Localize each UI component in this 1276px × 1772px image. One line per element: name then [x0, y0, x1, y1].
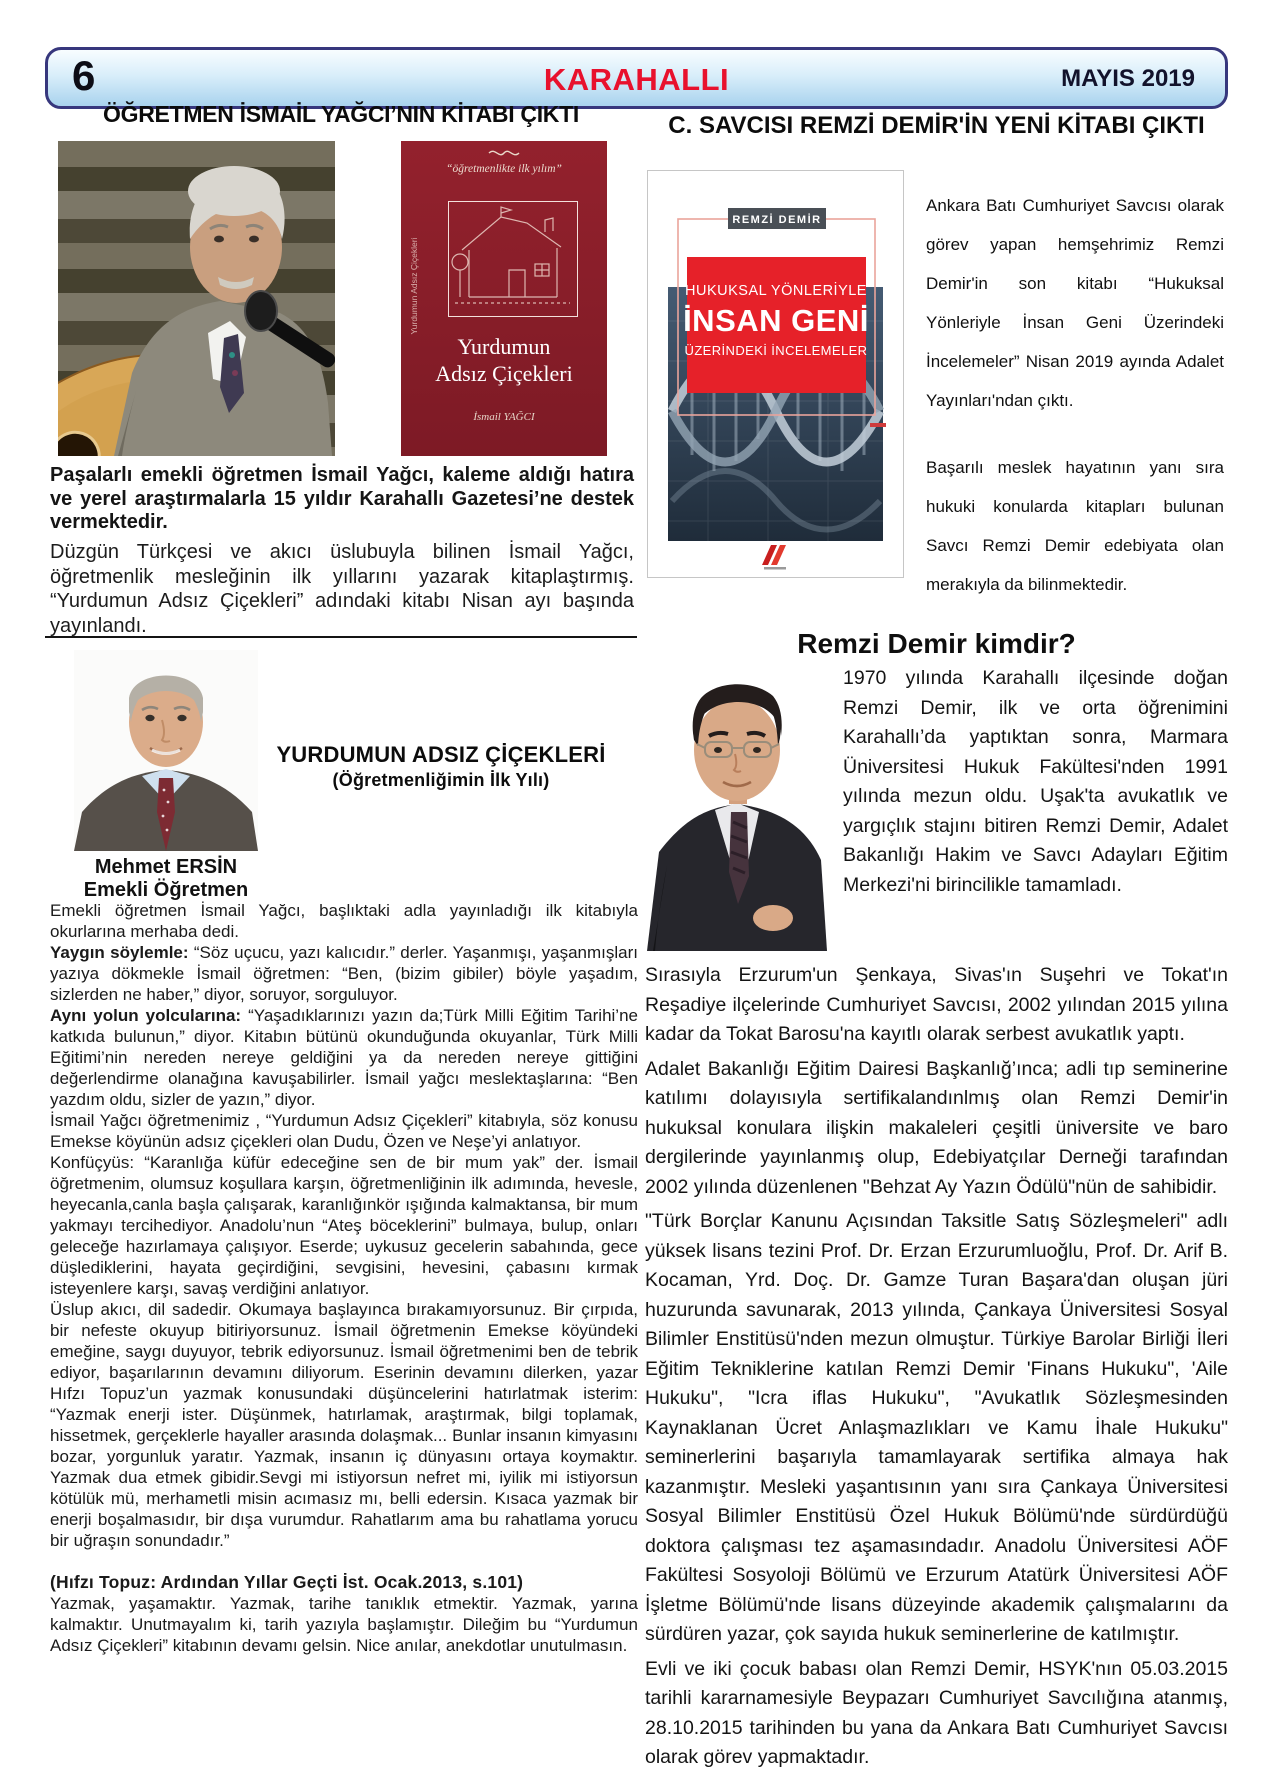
book-cover-insan-geni-illustration	[648, 171, 903, 577]
photo-mehmet-ersin-illustration	[74, 650, 258, 851]
right-paragraph: Adalet Bakanlığı Eğitim Dairesi Başkanlığ’ınca; adli tıp seminerine katılımı dolayısıyla sertifikalandınlmış olan Remzi Demir'in hukuksal konulara ilişkin makaleleri çeşitli üniversite ve baro dergilerinde yayınlanmış olup, Edebiyatçılar Derneği tarafından 2002 yılında düzenlenen "Behzat Ay Yazın Ödülü"nün de sahibidir.	[645, 1057, 1228, 1198]
section-title-kimdir: Remzi Demir kimdir?	[797, 628, 1076, 659]
left-headline: ÖĞRETMEN İSMAİL YAĞCI’NIN KİTABI ÇIKTI	[103, 101, 579, 127]
masthead-title: KARAHALLI	[543, 62, 730, 97]
photo-mehmet-ersin	[74, 650, 258, 851]
photo-remzi-demir-illustration	[645, 666, 827, 951]
right-paragraph: "Türk Borçlar Kanunu Açısından Taksitle Satış Sözleşmeleri" adlı yüksek lisans tezini Prof. Dr. Erzan Erzurumluoğlu, Prof. Dr. Arif B. Kocaman, Yrd. Doç. Dr. Gamze Turan Başara'dan oluşan jüri huzurunda savunarak, 2013 yılında, Çankaya Üniversitesi Sosyal Bilimler Enstitüsü'nden mezun olmuştur. Türkiye Barolar Birliği İleri Eğitim Tekniklerine katılan Remzi Demir 'Finans Hukuku", 'Aile Hukuku", "Icra iflas Hukuku", "Avukatlık Sözleşmesinden Kaynaklanan Ücret Anlaşmazlıkları ve Kamu İhale Hukuku" seminerlerini başarıyla tamamlayarak sertifika almaya hak kazanmıştır. Mesleki yaşantısının yanı sıra Çankaya Üniversitesi Sosyal Bilimler Enstitüsü Özel Hukuk Bölümü'nde sürdürdüğü doktora çalışması tez aşamasındadır. Anadolu Üniversitesi AÖF Fakültesi Sosyoloji Bölümü ve Erzurum Atatürk Üniversitesi AÖF İşletme Bölümü'nde lisans düzeyinde akademik çalışmalarını da sürdüren yazar, çok sayıda hukuk seminerlerine de katılmıştır.	[645, 1210, 1228, 1645]
right-article-body	[645, 662, 1228, 1772]
section-divider	[45, 636, 637, 638]
cover-title-panel	[683, 257, 869, 393]
right-paragraph: Sırasıyla Erzurum'un Şenkaya, Sivas'ın Suşehri ve Tokat'ın Reşadiye ilçelerinde Cumhuriyet Savcısı, 2002 yılından 2015 yılına kadar da Tokat Barosu'na kayıtlı olarak serbest avukatlık yaptı.	[645, 964, 1228, 1045]
article-subtitle: (Öğretmenliğimin İlk Yılı)	[332, 770, 550, 790]
portrait-caption-title: Emekli Öğretmen	[83, 879, 249, 901]
cover-house-sketch	[448, 201, 578, 317]
cover-author: İsmail YAĞCI	[473, 411, 535, 423]
cover-ornament-icon	[487, 147, 521, 159]
cover-spine-text: Yurdumun Adsız Çiçekleri	[409, 237, 419, 335]
issue-date: MAYIS 2019	[1061, 65, 1195, 92]
photo-remzi-demir	[645, 666, 827, 951]
right-intro-paragraph: Ankara Batı Cumhuriyet Savcısı olarak görev yapan hemşehrimiz Remzi Demir'in son kitabı “Hukuksal Yönleriyle İnsan Geni Üzerindeki İncelemeler” Nisan 2019 ayında Adalet Yayınları'ndan çıktı.	[926, 196, 1224, 410]
photo-ismail-yagci	[58, 141, 335, 456]
article-title: YURDUMUN ADSIZ ÇİÇEKLERİ	[276, 742, 606, 767]
photo-ismail-yagci-illustration	[58, 141, 335, 456]
closing-paragraph: Yazmak, yaşamaktır. Yazmak, tarihe tanıklık etmektir. Yazmak, yarına kalmaktır. Unutmayalım ki, tarih yazıyla başlamıştır. Dileğim bu “Yurdumun Adsız Çiçekleri” kitabının devamı gelsin. Nice anılar, anekdotlar unutulmasın.	[50, 1594, 638, 1655]
portrait-caption	[46, 856, 286, 902]
cover-title: Yurdumun Adsız Çiçekleri	[435, 334, 573, 386]
man-figure	[114, 166, 332, 456]
left-intro-bold: Paşalarlı emekli öğretmen İsmail Yağcı, kaleme aldığı hatıra ve yerel araştırmalarla 15 yıldır Karahallı Gazetesi’ne destek vermektedir.	[50, 464, 634, 533]
article-paragraph: Aynı yolun yolcularına: “Yaşadıklarınızı yazın da;Türk Milli Eğitim Tarihi’ne katkıda bulunun,” diyor. Kitabın bütünü okunduğunda okuyanlar, Türk Milli Eğitimi’nin nereden nereye geldiğini ya da nereden nereye gittiğini değerlendirme olanağına kavuşabilirler. İsmail yağcı meslektaşlarına: “Ben yazdım oldu, sizler de yazın,” diyor.	[50, 1006, 638, 1109]
article-paragraph: Üslup akıcı, dil sadedir. Okumaya başlayınca bırakamıyorsunuz. Bir çırpıda, bir nefeste okuyup bitiriyorsunuz. İsmail öğretmenin Emekse köyündeki emeğine, saygı duyuyor, tebrik ediyorsunuz. İsmail öğretmenimi ben de tebrik ediyor, başarılarının devamını diliyorum. Eserinin devamını dilerken, yazar Hıfzı Topuz’un yazmak konusundaki düşüncelerini hatırlatmak isterim: “Yazmak enerji ister. Düşünmek, hatırlamak, araştırmak, bilgi toplamak, hissetmek, gerçeklerle hayaller arasında dolaşmak... Bunlar insanın kimyasını bozar, yorgunluk yaratır. Yazmak, insanın iç dünyasını ortaya koymaktır. Yazmak dua etmek gibidir.Sevgi mi istiyorsun nefret mi, iyilik mi istiyorsun kötülük mü, merhametli misin acımasız mı, belli edersin. Kısaca yazmak bir enerji boşalmasıdır, bir dışa vurumdur. Rahatlarım ama bu rahatlama yorucu bir uğraşın sonundadır.”	[50, 1300, 638, 1550]
cover-title-line3: ÜZERİNDEKİ İNCELEMELER	[684, 343, 868, 358]
cover-title-line2: İNSAN GENİ	[683, 303, 869, 338]
article-paragraph: Konfüçyüs: “Karanlığa küfür edeceğine sen de bir mum yak” der. İsmail öğretmenim, olumsuz koşullara karşın, öğretmenliğinin ilk adımında, hevesle, heyecanla,canla başla çalışarak, karanlığınkör ışığında kalmaktansa, bir mum yakmayı tercihediyor. Anadolu’nun “Ateş böceklerini” bulmaya, bulup, onları geleceğe hazırlamaya çalışıyor. Eserde; uykusuz gecelerin sabahında, gece düşlediklerini, hayata geçirdiğini, sevgisini, hevesini, çabasını kırmak isteyenlere karşı, savaş verdiğini anlatıyor.	[50, 1153, 638, 1298]
article-title-block	[268, 742, 614, 791]
svg-text:REMZİ DEMİR: REMZİ DEMİR	[732, 214, 822, 226]
house-drawing-icon	[449, 202, 576, 315]
bio-paragraph: 1970 yılında Karahallı ilçesinde doğan Remzi Demir, ilk ve orta öğrenimini Karahallı’da yaptıktan sonra, Marmara Üniversitesi Hukuk Fakültesi'nden 1991 yılında mezun oldu. Uşak'ta avukatlık ve yargıçlık stajını bitiren Remzi Demir, Adalet Bakanlığı Hakim ve Savcı Adayları Eğitim Merkezi'ni birincilikle tamamladı.	[843, 667, 1228, 896]
right-headline: C. SAVCISI REMZİ DEMİR'İN YENİ KİTABI ÇIKTI	[668, 112, 1205, 139]
cover-title-line1: HUKUKSAL YÖNLERİYLE	[685, 283, 867, 299]
article-paragraph: Yaygın söylemle: “Söz uçucu, yazı kalıcıdır.” derler. Yaşanmışı, yaşanmışları yazıya dökmekle İsmail öğretmen: “Ben, (bizim gibiler) böyle yaşadım, sizlerden ne haber,” diyor, soruyor, sorguluyor.	[50, 943, 638, 1004]
right-paragraph: Evli ve iki çocuk babası olan Remzi Demir, HSYK'nın 05.03.2015 tarihli kararnamesiyle Beypazarı Cumhuriyet Savcılığına atanmış, 28.10.2015 tarihinden bu yana da Ankara Batı Cumhuriyet Savcısı olarak görev yapmaktadır.	[645, 1657, 1228, 1768]
book-cover-yurdumun-adsiz-cicekleri	[401, 141, 607, 456]
book-cover-insan-geni	[647, 170, 904, 578]
article-paragraph: Emekli öğretmen İsmail Yağcı, başlıktaki adla yayınladığı ilk kitabıyla okurlarına merhaba dedi.	[50, 901, 638, 941]
page-number: 6	[72, 52, 96, 99]
cover-accent-dash	[870, 423, 886, 427]
citation-line: (Hıfzı Topuz: Ardından Yıllar Geçti İst. Ocak.2013, s.101)	[50, 1572, 524, 1592]
left-article-body	[50, 900, 638, 1656]
cover-author-plate	[728, 208, 826, 229]
right-intro	[926, 186, 1224, 604]
article-paragraph: İsmail Yağcı öğretmenimiz , “Yurdumun Adsız Çiçekleri” kitabıyla, söz konusu Emekse köyünün adsız çiçekleri olan Dudu, Özen ve Neşe’yi anlatıyor.	[50, 1111, 638, 1151]
portrait-caption-name: Mehmet ERSİN	[94, 856, 238, 878]
cover-tagline: “öğretmenlikte ilk yılım”	[446, 163, 562, 175]
right-intro-paragraph: Başarılı meslek hayatının yanı sıra hukuki konularda kitapları bulunan Savcı Remzi Demir edebiyata olan merakıyla da bilinmektedir.	[926, 458, 1224, 594]
masthead-bar	[45, 47, 1228, 109]
left-intro-text: Düzgün Türkçesi ve akıcı üslubuyla bilinen İsmail Yağcı, öğretmenlik mesleğinin ilk yıllarını yazarak kitaplaştırmış. “Yurdumun Adsız Çiçekleri” adındaki kitabı Nisan ayı başında yayınlandı.	[50, 541, 634, 637]
